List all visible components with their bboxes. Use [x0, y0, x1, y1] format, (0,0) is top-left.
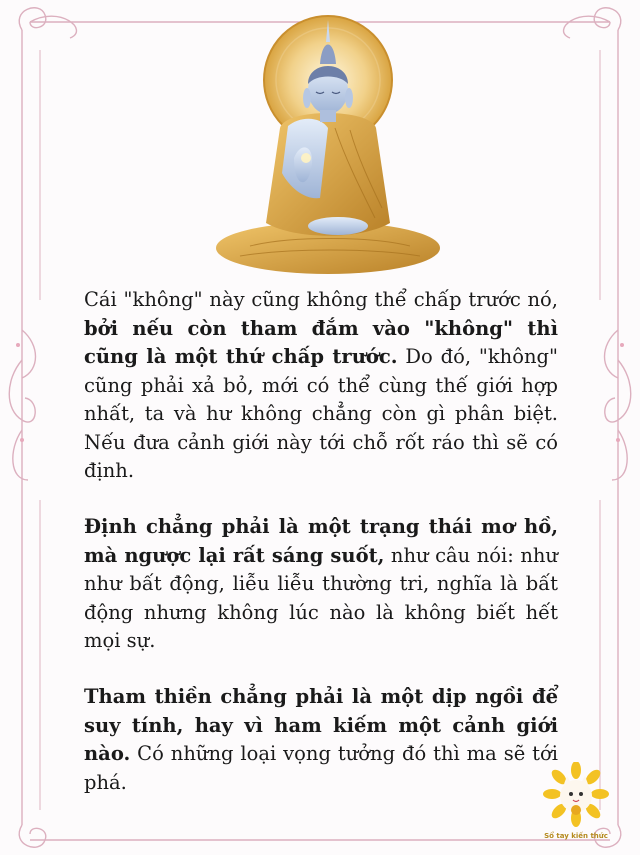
paragraph-3-bold: Tham thiền chẳng phải là một dịp ngồi để suy tính, hay vì ham kiếm một cảnh giới nào. — [84, 685, 558, 765]
logo-caption: Sổ tay kiến thức — [544, 832, 608, 840]
paragraph-2 — [84, 513, 558, 656]
paragraph-1 — [84, 286, 558, 486]
brand-logo — [540, 762, 612, 846]
paragraph-1-text-end: Do đó, "không" cũng phải xả bỏ, mới có thể cùng thế giới hợp nhất, ta và hư không chẳng còn gì phân biệt. Nếu đưa cảnh giới này tới chỗ rốt ráo thì sẽ có định. — [84, 345, 558, 482]
paragraph-3 — [84, 683, 558, 797]
sunflower-cat-logo-icon — [540, 762, 612, 832]
paragraph-1-text: Cái "không" này cũng không thể chấp trước nó, — [84, 288, 558, 311]
paragraph-1-bold: bởi nếu còn tham đắm vào "không" thì cũng là một thứ chấp trước. — [84, 316, 558, 368]
paragraph-2-text: như câu nói: như như bất động, liễu liễu thường tri, nghĩa là bất động nhưng không lúc nào là không biết hết mọi sự. — [84, 543, 558, 652]
paragraph-2-bold: Định chẳng phải là một trạng thái mơ hồ, mà ngược lại rất sáng suốt, — [84, 515, 558, 567]
paragraph-3-text: Có những loại vọng tưởng đó thì ma sẽ tới phá. — [84, 742, 558, 794]
buddha-illustration-icon — [210, 8, 446, 278]
